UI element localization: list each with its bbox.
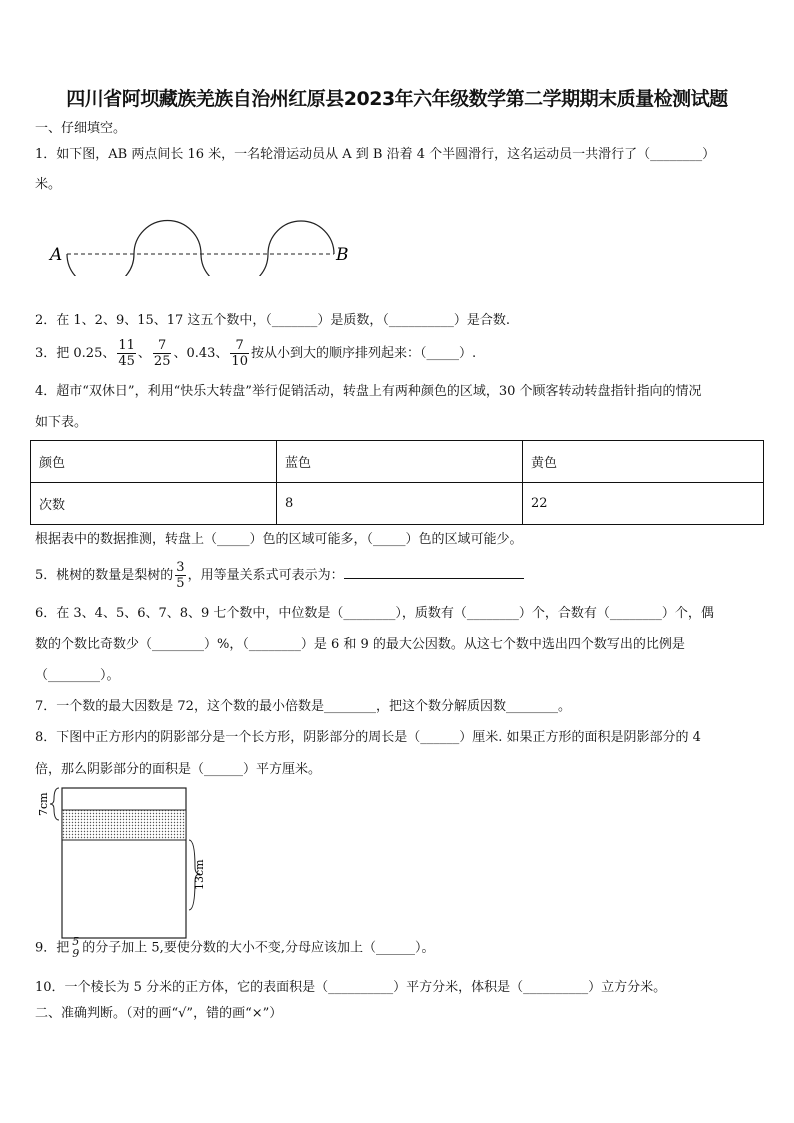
table-cell: 黄色	[523, 441, 764, 483]
question-9: 9．把 5 9 的分子加上 5,要使分数的大小不变,分母应该加上（______）。	[35, 935, 435, 960]
question-7: 7．一个数的最大因数是 72，这个数的最小倍数是________，把这个数分解质因数________。	[35, 699, 571, 714]
question-5: 5．桃树的数量是梨树的 $\frac{3}{5}$ ，用等量关系式可表示为：	[35, 560, 524, 591]
question-4-followup: 根据表中的数据推测，转盘上（_____）色的区域可能多，（_____）色的区域可能少。	[35, 532, 523, 547]
table-cell: 次数	[31, 483, 277, 525]
table-row	[31, 483, 764, 525]
fraction-7-25: $\frac{7}{25}$	[153, 338, 171, 369]
fraction-7-10: $\frac{7}{10}$	[231, 338, 248, 369]
label-13cm: 13cm	[193, 859, 206, 890]
color-count-table	[30, 440, 764, 525]
fraction-3-5: $\frac{3}{5}$	[176, 560, 185, 591]
answer-blank	[344, 565, 524, 579]
point-a-label: A	[50, 245, 63, 265]
fraction-5-9: 5 9	[72, 935, 80, 960]
section-2-heading: 二、准确判断。（对的画“√”，错的画“×”）	[35, 1006, 283, 1021]
semicircle-path	[67, 221, 334, 277]
question-8-line-2: 倍，那么阴影部分的面积是（______）平方厘米。	[35, 762, 322, 777]
question-1-line-2: 米。	[35, 177, 62, 192]
label-7cm: 7cm	[37, 792, 50, 816]
point-b-label: B	[336, 245, 349, 265]
question-6-line-3: （________）。	[35, 668, 120, 683]
question-6-line-1: 6．在 3、4、5、6、7、8、9 七个数中，中位数是（________），质数有（________）个，合数有（________）个，偶	[35, 606, 714, 621]
table-cell: 蓝色	[277, 441, 523, 483]
fraction-11-45: $\frac{11}{45}$	[118, 338, 135, 369]
question-8-line-1: 8．下图中正方形内的阴影部分是一个长方形，阴影部分的周长是（______）厘米. 如果正方形的面积是阴影部分的 4	[35, 730, 701, 745]
question-6-line-2: 数的个数比奇数少（________）%，（________）是 6 和 9 的最大公因数。从这七个数中选出四个数写出的比例是	[35, 637, 685, 652]
table-cell: 22	[523, 483, 764, 525]
table-cell: 8	[277, 483, 523, 525]
question-1-line-1: 1．如下图，AB 两点间长 16 米，一名轮滑运动员从 A 到 B 沿着 4 个半圆滑行，这名运动员一共滑行了（________）	[35, 147, 716, 162]
section-1-heading: 一、仔细填空。	[35, 121, 127, 136]
question-2: 2．在 1、2、9、15、17 这五个数中，（_______）是质数，（__________）是合数.	[35, 313, 511, 328]
question-10: 10．一个棱长为 5 分米的正方体，它的表面积是（__________）平方分米，体积是（__________）立方分米。	[35, 980, 667, 995]
question-4-line-2: 如下表。	[35, 415, 88, 430]
semicircle-path-figure	[40, 212, 360, 276]
square-figure	[32, 782, 212, 942]
shaded-rectangle	[62, 810, 186, 840]
brace-7cm	[50, 788, 59, 820]
page-title: 四川省阿坝藏族羌族自治州红原县2023年六年级数学第二学期期末质量检测试题	[66, 88, 728, 110]
question-3: 3．把 0.25、 $\frac{11}{45}$ 、 $\frac{7}{25}$ 、0.43、 $\frac{7}{10}$ 按从小到大的顺序排列起来：（_____）.	[35, 338, 477, 369]
table-cell: 颜色	[31, 441, 277, 483]
table-row	[31, 441, 764, 483]
question-4-line-1: 4．超市“双休日”，利用“快乐大转盘”举行促销活动，转盘上有两种颜色的区域，30 个顾客转动转盘指针指向的情况	[35, 384, 702, 399]
